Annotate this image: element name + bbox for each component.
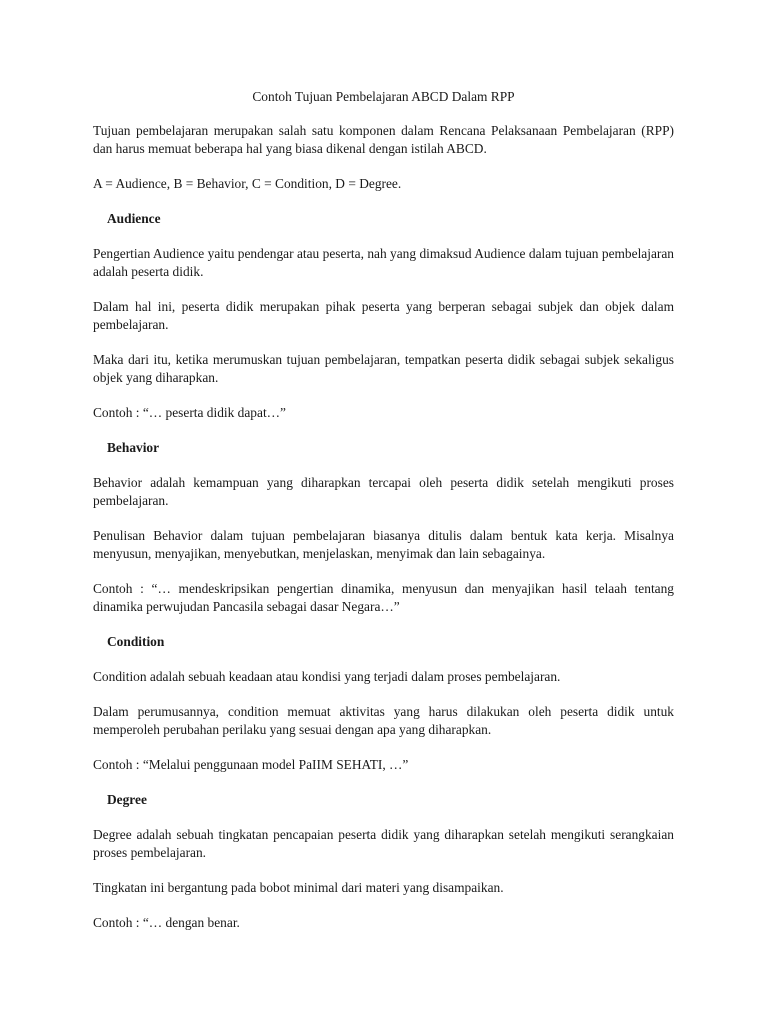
paragraph: Degree adalah sebuah tingkatan pencapaian peserta didik yang diharapkan setelah mengikuti serangkaian proses pembelajaran. (93, 827, 674, 860)
paragraph: Dalam hal ini, peserta didik merupakan pihak peserta yang berperan sebagai subjek dan objek dalam pembelajaran. (93, 299, 674, 332)
abcd-definition: A = Audience, B = Behavior, C = Condition, D = Degree. (93, 176, 402, 191)
document-title: Contoh Tujuan Pembelajaran ABCD Dalam RPP (252, 89, 515, 104)
paragraph: Tingkatan ini bergantung pada bobot minimal dari materi yang disampaikan. (93, 880, 504, 895)
paragraph: Pengertian Audience yaitu pendengar atau peserta, nah yang dimaksud Audience dalam tujuan pembelajaran adalah peserta didik. (93, 246, 674, 279)
section-heading-degree: Degree (107, 792, 147, 807)
section-condition (93, 633, 674, 774)
example-paragraph: Contoh : “… dengan benar. (93, 915, 240, 930)
example-paragraph: Contoh : “Melalui penggunaan model PaIIM SEHATI, …” (93, 757, 409, 772)
paragraph: Behavior adalah kemampuan yang diharapkan tercapai oleh peserta didik setelah mengikuti proses pembelajaran. (93, 475, 674, 508)
paragraph: Dalam perumusannya, condition memuat aktivitas yang harus dilakukan oleh peserta didik untuk memperoleh perubahan perilaku yang sesuai dengan apa yang diharapkan. (93, 704, 674, 737)
section-heading-condition: Condition (107, 634, 165, 649)
document-page (93, 88, 674, 949)
paragraph: Penulisan Behavior dalam tujuan pembelajaran biasanya ditulis dalam bentuk kata kerja. Misalnya menyusun, menyajikan, menyebutkan, menjelaskan, menyimak dan lain sebagainya. (93, 528, 674, 561)
section-heading-behavior: Behavior (107, 440, 160, 455)
section-heading-audience: Audience (107, 211, 161, 226)
section-degree (93, 791, 674, 932)
example-paragraph: Contoh : “… mendeskripsikan pengertian dinamika, menyusun dan menyajikan hasil telaah tentang dinamika perwujudan Pancasila sebagai dasar Negara…” (93, 581, 674, 614)
section-behavior (93, 439, 674, 616)
intro-paragraph: Tujuan pembelajaran merupakan salah satu komponen dalam Rencana Pelaksanaan Pembelajaran (RPP) dan harus memuat beberapa hal yang biasa dikenal dengan istilah ABCD. (93, 123, 674, 156)
example-paragraph: Contoh : “… peserta didik dapat…” (93, 405, 287, 420)
section-audience (93, 210, 674, 422)
paragraph: Maka dari itu, ketika merumuskan tujuan pembelajaran, tempatkan peserta didik sebagai subjek sekaligus objek yang diharapkan. (93, 352, 674, 385)
paragraph: Condition adalah sebuah keadaan atau kondisi yang terjadi dalam proses pembelajaran. (93, 669, 561, 684)
